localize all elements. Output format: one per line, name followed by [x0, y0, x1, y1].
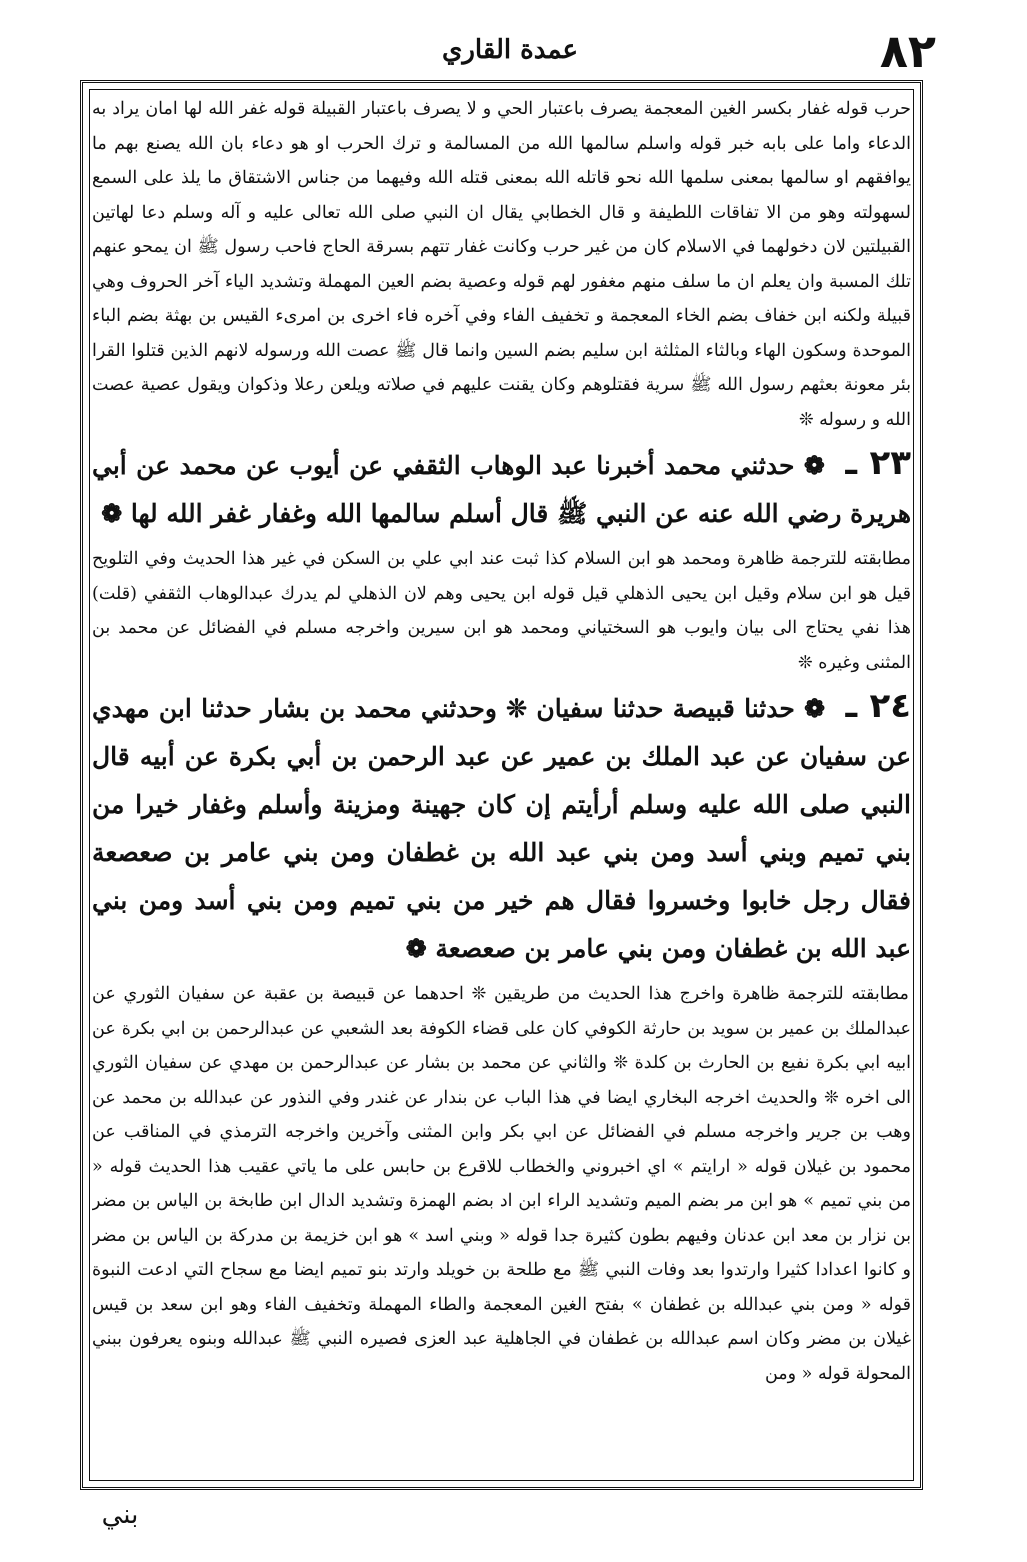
catchword: بني [101, 1500, 139, 1530]
commentary-line: وفي التلويح قيل هو ابن سلام وقيل ابن يحيى الذهلي قيل قوله ابن يحيى وهم لان الذهلي لم يدرك عبدالوهاب [92, 549, 911, 604]
commentary-block-1 [92, 92, 911, 437]
commentary-line: غفار تتهم بسرقة الحاج فاحب رسول ﷺ ان يمحو عنهم تلك المسبة وان يعلم ان ما سلف منهم مغفور لهم قوله وعصية [92, 237, 911, 292]
hadith-text: ❁ حدثني محمد أخبرنا عبد الوهاب الثقفي عن أيوب عن محمد عن أبي هريرة رضي الله عنه عن النبي ﷺ قال أسلم سالمها الله وغفار غفر الله لها ❁ [92, 451, 911, 528]
commentary-line: فاء اخرى بن امرىء القيس بن بهثة بضم الباء الموحدة وسكون الهاء وبالثاء المثلثة ابن سليم بضم السين وانما قال ﷺ [92, 306, 911, 361]
commentary-line: يقال ان النبي صلى الله تعالى عليه و آله وسلم دعا لهاتين القبيلتين لان دخولهما في الاسلام كان من غير حرب وكانت [92, 202, 911, 257]
commentary-line: والحديث اخرجه البخاري ايضا في هذا الباب عن بندار عن غندر وفي النذور عن عبدالله بن محمد عن وهب بن جرير [92, 1087, 911, 1142]
hadith-text: ❁ حدثنا قبيصة حدثنا سفيان ❊ وحدثني محمد بن بشار حدثنا ابن مهدي عن سفيان عن عبد الملك بن عمير عن عبد الرحمن بن أبي بكرة عن أبيه قال النبي صلى الله عليه وسلم أرأيتم إن كان جهينة ومزينة وأسلم وغفار خيرا من بني تميم وبني أسد ومن بني عبد الله بن غطفان ومن بني عامر بن صعصعة فقال رجل خابوا وخسروا فقال هم خير من بني تميم ومن بني أسد ومن بني عبد الله بن غطفان ومن بني عامر بن صعصعة ❁ [92, 694, 911, 963]
page-body [92, 92, 911, 1482]
commentary-line: ابن عدنان وفيهم بطون كثيرة جدا قوله « وبني اسد » هو ابن خزيمة بن مدركة بن الياس بن مضر و كانوا اعدادا كثيرا [92, 1225, 911, 1280]
hadith-number: ٢٣ ـ [832, 443, 911, 483]
commentary-line: عصت الله ورسوله لانهم الذين قتلوا القرا بئر معونة بعثهم رسول الله ﷺ سرية فقتلوهم وكان يقنت عليهم في صلاته [92, 340, 911, 395]
commentary-line: مطابقته للترجمة ظاهرة ومحمد هو ابن السلام كذا ثبت عند ابي علي بن السكن في غير هذا الحديث [176, 549, 911, 569]
commentary-line: قوله « ارايتم » اي اخبروني والخطاب للاقرع بن حابس على ما ياتي عقيب هذا الحديث قوله « من بني تميم » هو [92, 1156, 911, 1211]
commentary-line: عن محمد بن المثنى وغيره ❊ [92, 618, 911, 673]
hadith-23 [92, 439, 911, 538]
page-number: ٨٢ [879, 24, 936, 78]
commentary-line: واخرجه مسلم في الفضائل عن ابي بكر وابن المثنى وآخرين واخرجه الترمذي في المناقب عن محمود بن غيلان [92, 1122, 911, 1177]
commentary-line: اسم عبدالله بن غطفان في الجاهلية عبد العزى فصيره النبي ﷺ عبدالله وبنوه يعرفون ببني المحولة قوله « ومن [92, 1329, 911, 1384]
commentary-line: وارتدوا بعد وفات النبي ﷺ مع طلحة بن خويلد وارتد بنو تميم ايضا مع سجاح التي ادعت النبوة قوله « ومن [92, 1260, 911, 1315]
commentary-line: مطابقته للترجمة ظاهرة واخرج هذا الحديث من طريقين ❊ احدهما عن قبيصة بن عقبة عن سفيان الثوري عن [92, 984, 909, 1004]
hadith-24 [92, 682, 911, 973]
page-header [60, 22, 960, 82]
commentary-block-2 [92, 542, 911, 680]
commentary-block-3 [92, 977, 911, 1391]
commentary-line: حرب قوله غفار بكسر الغين المعجمة يصرف باعتبار الحي و لا يصرف باعتبار القبيلة قوله غفر الله لها امان يراد به الدعاء [92, 99, 911, 154]
commentary-line: الثقفي (قلت) هذا نفي يحتاج الى بيان وايوب هو السختياني ومحمد هو ابن سيرين واخرجه مسلم في الفضائل [92, 583, 911, 638]
hadith-number: ٢٤ ـ [833, 686, 911, 726]
running-title: عمدة القاري [442, 35, 578, 65]
commentary-line: بني عبدالله بن غطفان » بفتح الغين المعجمة والطاء المهملة وتخفيف الفاء وهو ابن سعد بن قيس غيلان بن مضر وكان [92, 1294, 911, 1349]
commentary-line: عبدالملك بن عمير بن سويد بن حارثة الكوفي كان على قضاء الكوفة بعد الشعبي عن عبدالرحمن بن ابي بكرة عن ابيه [92, 1018, 911, 1073]
commentary-line: نحو قاتله الله بمعنى قتله الله وفيهما من جناس الاشتقاق ما يلذ على السمع لسهولته وهو من الا تفاقات اللطيفة و قال الخطابي [92, 168, 911, 223]
commentary-line: ويلعن رعلا وذكوان ويقول عصية عصت الله و رسوله ❊ [92, 375, 911, 430]
commentary-line: ابي بكرة نفيع بن الحارث بن كلدة ❊ والثاني عن محمد بن بشار عن عبدالرحمن بن مهدي عن سفيان الثوري الى اخره ❊ [92, 1053, 911, 1108]
commentary-line: بضم العين المهملة وتشديد الياء آخر الحروف وهي قبيلة ولكنه ابن خفاف بضم الخاء المعجمة و تخفيف الفاء وفي آخره [92, 271, 911, 326]
commentary-line: واما على بابه خبر قوله واسلم سالمها الله من المسالمة و ترك الحرب او هو دعاء بان الله يصنع بهم ما يوافقهم او سالمها بمعنى سلمها الله [92, 133, 911, 188]
commentary-line: ابن مر بضم الميم وتشديد الراء ابن اد بضم الهمزة وتشديد الدال ابن طابخة بن الياس بن مضر بن نزار بن معد [92, 1191, 911, 1246]
